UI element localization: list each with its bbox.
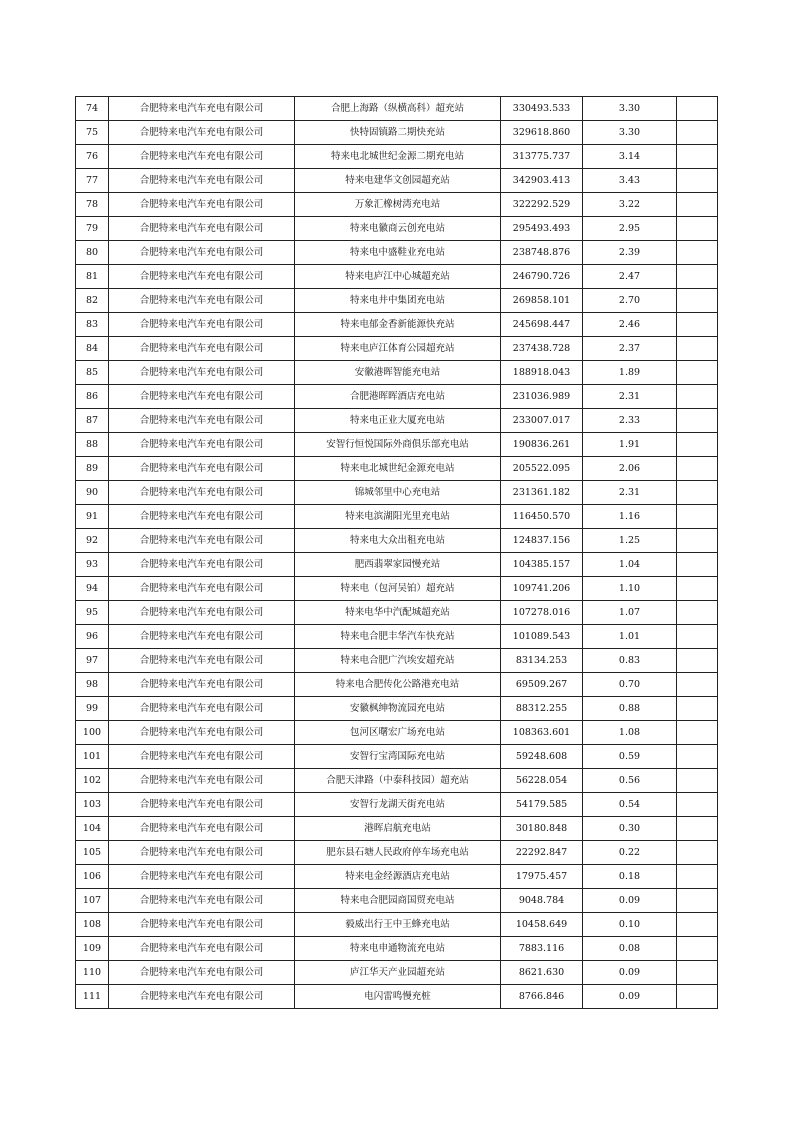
amount-cell: 245698.447: [501, 313, 583, 337]
note-cell: [677, 985, 718, 1009]
table-row: [76, 745, 718, 769]
company-name-cell: 合肥特来电汽车充电有限公司: [109, 121, 295, 145]
ratio-cell: 2.46: [583, 313, 677, 337]
row-index-cell: 91: [76, 505, 109, 529]
amount-cell: 231361.182: [501, 481, 583, 505]
amount-cell: 9048.784: [501, 889, 583, 913]
amount-cell: 107278.016: [501, 601, 583, 625]
company-name-cell: 合肥特来电汽车充电有限公司: [109, 361, 295, 385]
table-row: [76, 265, 718, 289]
amount-cell: 342903.413: [501, 169, 583, 193]
amount-cell: 116450.570: [501, 505, 583, 529]
table-row: [76, 361, 718, 385]
ratio-cell: 2.39: [583, 241, 677, 265]
station-name-cell: 安智行龙湖天街充电站: [295, 793, 501, 817]
amount-cell: 109741.206: [501, 577, 583, 601]
table-row: [76, 577, 718, 601]
company-name-cell: 合肥特来电汽车充电有限公司: [109, 697, 295, 721]
table-row: [76, 985, 718, 1009]
company-name-cell: 合肥特来电汽车充电有限公司: [109, 793, 295, 817]
company-name-cell: 合肥特来电汽车充电有限公司: [109, 721, 295, 745]
ratio-cell: 0.09: [583, 985, 677, 1009]
table-row: [76, 961, 718, 985]
ratio-cell: 1.08: [583, 721, 677, 745]
amount-cell: 190836.261: [501, 433, 583, 457]
row-index-cell: 82: [76, 289, 109, 313]
note-cell: [677, 433, 718, 457]
amount-cell: 330493.533: [501, 97, 583, 121]
station-name-cell: 特来电北城世纪金源充电站: [295, 457, 501, 481]
note-cell: [677, 505, 718, 529]
row-index-cell: 76: [76, 145, 109, 169]
amount-cell: 10458.649: [501, 913, 583, 937]
amount-cell: 83134.253: [501, 649, 583, 673]
row-index-cell: 83: [76, 313, 109, 337]
amount-cell: 30180.848: [501, 817, 583, 841]
company-name-cell: 合肥特来电汽车充电有限公司: [109, 337, 295, 361]
table-row: [76, 649, 718, 673]
amount-cell: 8766.846: [501, 985, 583, 1009]
company-name-cell: 合肥特来电汽车充电有限公司: [109, 217, 295, 241]
note-cell: [677, 265, 718, 289]
row-index-cell: 109: [76, 937, 109, 961]
station-name-cell: 包河区曙宏广场充电站: [295, 721, 501, 745]
row-index-cell: 98: [76, 673, 109, 697]
row-index-cell: 87: [76, 409, 109, 433]
row-index-cell: 94: [76, 577, 109, 601]
table-row: [76, 289, 718, 313]
station-name-cell: 特来电合肥丰华汽车快充站: [295, 625, 501, 649]
company-name-cell: 合肥特来电汽车充电有限公司: [109, 985, 295, 1009]
ratio-cell: 1.10: [583, 577, 677, 601]
table-body: [76, 97, 718, 1009]
table-row: [76, 385, 718, 409]
table-row: [76, 769, 718, 793]
ratio-cell: 0.22: [583, 841, 677, 865]
amount-cell: 313775.737: [501, 145, 583, 169]
station-name-cell: 庐江华天产业园超充站: [295, 961, 501, 985]
company-name-cell: 合肥特来电汽车充电有限公司: [109, 841, 295, 865]
company-name-cell: 合肥特来电汽车充电有限公司: [109, 961, 295, 985]
row-index-cell: 88: [76, 433, 109, 457]
note-cell: [677, 145, 718, 169]
note-cell: [677, 865, 718, 889]
row-index-cell: 100: [76, 721, 109, 745]
amount-cell: 8621.630: [501, 961, 583, 985]
company-name-cell: 合肥特来电汽车充电有限公司: [109, 409, 295, 433]
row-index-cell: 77: [76, 169, 109, 193]
row-index-cell: 86: [76, 385, 109, 409]
note-cell: [677, 361, 718, 385]
amount-cell: 237438.728: [501, 337, 583, 361]
row-index-cell: 84: [76, 337, 109, 361]
note-cell: [677, 577, 718, 601]
row-index-cell: 104: [76, 817, 109, 841]
company-name-cell: 合肥特来电汽车充电有限公司: [109, 529, 295, 553]
row-index-cell: 102: [76, 769, 109, 793]
row-index-cell: 79: [76, 217, 109, 241]
company-name-cell: 合肥特来电汽车充电有限公司: [109, 145, 295, 169]
company-name-cell: 合肥特来电汽车充电有限公司: [109, 937, 295, 961]
amount-cell: 59248.608: [501, 745, 583, 769]
table-row: [76, 889, 718, 913]
station-data-table: [75, 96, 718, 1009]
station-name-cell: 安徽枫绅物流园充电站: [295, 697, 501, 721]
station-name-cell: 肥东县石塘人民政府停车场充电站: [295, 841, 501, 865]
row-index-cell: 106: [76, 865, 109, 889]
ratio-cell: 0.59: [583, 745, 677, 769]
table-row: [76, 169, 718, 193]
amount-cell: 238748.876: [501, 241, 583, 265]
ratio-cell: 0.54: [583, 793, 677, 817]
ratio-cell: 0.56: [583, 769, 677, 793]
note-cell: [677, 913, 718, 937]
ratio-cell: 0.10: [583, 913, 677, 937]
table-row: [76, 817, 718, 841]
ratio-cell: 1.25: [583, 529, 677, 553]
note-cell: [677, 649, 718, 673]
station-name-cell: 合肥上海路（纵横高科）超充站: [295, 97, 501, 121]
station-name-cell: 特来电中盛鞋业充电站: [295, 241, 501, 265]
station-name-cell: 特来电郁金香新能源快充站: [295, 313, 501, 337]
row-index-cell: 75: [76, 121, 109, 145]
table-row: [76, 409, 718, 433]
row-index-cell: 103: [76, 793, 109, 817]
note-cell: [677, 169, 718, 193]
station-name-cell: 特来电井中集团充电站: [295, 289, 501, 313]
amount-cell: 233007.017: [501, 409, 583, 433]
ratio-cell: 2.31: [583, 385, 677, 409]
note-cell: [677, 721, 718, 745]
company-name-cell: 合肥特来电汽车充电有限公司: [109, 241, 295, 265]
note-cell: [677, 289, 718, 313]
row-index-cell: 99: [76, 697, 109, 721]
station-name-cell: 安徽港晖智能充电站: [295, 361, 501, 385]
note-cell: [677, 121, 718, 145]
note-cell: [677, 745, 718, 769]
station-name-cell: 港晖启航充电站: [295, 817, 501, 841]
amount-cell: 7883.116: [501, 937, 583, 961]
company-name-cell: 合肥特来电汽车充电有限公司: [109, 289, 295, 313]
row-index-cell: 90: [76, 481, 109, 505]
note-cell: [677, 313, 718, 337]
note-cell: [677, 217, 718, 241]
table-row: [76, 505, 718, 529]
row-index-cell: 96: [76, 625, 109, 649]
company-name-cell: 合肥特来电汽车充电有限公司: [109, 889, 295, 913]
table-row: [76, 433, 718, 457]
ratio-cell: 1.16: [583, 505, 677, 529]
table-row: [76, 97, 718, 121]
station-name-cell: 特来电华中汽配城超充站: [295, 601, 501, 625]
note-cell: [677, 409, 718, 433]
amount-cell: 322292.529: [501, 193, 583, 217]
ratio-cell: 1.91: [583, 433, 677, 457]
note-cell: [677, 841, 718, 865]
station-name-cell: 安智行恒悦国际外商俱乐部充电站: [295, 433, 501, 457]
station-name-cell: 特来电北城世纪金源二期充电站: [295, 145, 501, 169]
row-index-cell: 95: [76, 601, 109, 625]
ratio-cell: 0.88: [583, 697, 677, 721]
row-index-cell: 105: [76, 841, 109, 865]
note-cell: [677, 697, 718, 721]
station-name-cell: 特来电大众出租充电站: [295, 529, 501, 553]
station-name-cell: 毅威出行王中王蜂充电站: [295, 913, 501, 937]
station-name-cell: 特来电建华文创园超充站: [295, 169, 501, 193]
note-cell: [677, 961, 718, 985]
row-index-cell: 93: [76, 553, 109, 577]
table-row: [76, 721, 718, 745]
station-name-cell: 特来电庐江体育公园超充站: [295, 337, 501, 361]
ratio-cell: 0.08: [583, 937, 677, 961]
company-name-cell: 合肥特来电汽车充电有限公司: [109, 505, 295, 529]
station-name-cell: 特来电合肥传化公路港充电站: [295, 673, 501, 697]
row-index-cell: 85: [76, 361, 109, 385]
station-name-cell: 合肥港晖晖酒店充电站: [295, 385, 501, 409]
ratio-cell: 3.22: [583, 193, 677, 217]
row-index-cell: 74: [76, 97, 109, 121]
note-cell: [677, 817, 718, 841]
table-row: [76, 601, 718, 625]
company-name-cell: 合肥特来电汽车充电有限公司: [109, 577, 295, 601]
ratio-cell: 0.09: [583, 961, 677, 985]
row-index-cell: 97: [76, 649, 109, 673]
note-cell: [677, 553, 718, 577]
amount-cell: 231036.989: [501, 385, 583, 409]
row-index-cell: 80: [76, 241, 109, 265]
company-name-cell: 合肥特来电汽车充电有限公司: [109, 601, 295, 625]
ratio-cell: 0.83: [583, 649, 677, 673]
amount-cell: 88312.255: [501, 697, 583, 721]
table-row: [76, 865, 718, 889]
table-row: [76, 793, 718, 817]
company-name-cell: 合肥特来电汽车充电有限公司: [109, 169, 295, 193]
amount-cell: 101089.543: [501, 625, 583, 649]
ratio-cell: 0.09: [583, 889, 677, 913]
table-row: [76, 337, 718, 361]
note-cell: [677, 625, 718, 649]
amount-cell: 54179.585: [501, 793, 583, 817]
table-row: [76, 913, 718, 937]
row-index-cell: 111: [76, 985, 109, 1009]
ratio-cell: 3.30: [583, 121, 677, 145]
company-name-cell: 合肥特来电汽车充电有限公司: [109, 265, 295, 289]
station-name-cell: 万象汇橡树湾充电站: [295, 193, 501, 217]
ratio-cell: 0.30: [583, 817, 677, 841]
amount-cell: 17975.457: [501, 865, 583, 889]
table-row: [76, 841, 718, 865]
ratio-cell: 1.89: [583, 361, 677, 385]
row-index-cell: 110: [76, 961, 109, 985]
note-cell: [677, 889, 718, 913]
table-row: [76, 121, 718, 145]
ratio-cell: 1.07: [583, 601, 677, 625]
ratio-cell: 1.04: [583, 553, 677, 577]
note-cell: [677, 937, 718, 961]
ratio-cell: 2.47: [583, 265, 677, 289]
table-row: [76, 481, 718, 505]
table-row: [76, 457, 718, 481]
note-cell: [677, 481, 718, 505]
ratio-cell: 2.95: [583, 217, 677, 241]
table-row: [76, 241, 718, 265]
row-index-cell: 108: [76, 913, 109, 937]
note-cell: [677, 529, 718, 553]
company-name-cell: 合肥特来电汽车充电有限公司: [109, 193, 295, 217]
ratio-cell: 3.30: [583, 97, 677, 121]
station-name-cell: 锦城邻里中心充电站: [295, 481, 501, 505]
amount-cell: 329618.860: [501, 121, 583, 145]
company-name-cell: 合肥特来电汽车充电有限公司: [109, 673, 295, 697]
table-row: [76, 217, 718, 241]
amount-cell: 69509.267: [501, 673, 583, 697]
company-name-cell: 合肥特来电汽车充电有限公司: [109, 385, 295, 409]
row-index-cell: 81: [76, 265, 109, 289]
note-cell: [677, 241, 718, 265]
company-name-cell: 合肥特来电汽车充电有限公司: [109, 457, 295, 481]
company-name-cell: 合肥特来电汽车充电有限公司: [109, 865, 295, 889]
note-cell: [677, 769, 718, 793]
row-index-cell: 78: [76, 193, 109, 217]
station-name-cell: 特来电合肥广汽埃安超充站: [295, 649, 501, 673]
ratio-cell: 2.70: [583, 289, 677, 313]
amount-cell: 269858.101: [501, 289, 583, 313]
note-cell: [677, 673, 718, 697]
station-name-cell: 特来电滨湖阳光里充电站: [295, 505, 501, 529]
ratio-cell: 0.70: [583, 673, 677, 697]
company-name-cell: 合肥特来电汽车充电有限公司: [109, 625, 295, 649]
station-name-cell: 特来电（包河吴铂）超充站: [295, 577, 501, 601]
company-name-cell: 合肥特来电汽车充电有限公司: [109, 313, 295, 337]
company-name-cell: 合肥特来电汽车充电有限公司: [109, 913, 295, 937]
table-row: [76, 529, 718, 553]
table-row: [76, 193, 718, 217]
station-name-cell: 特来电金经源酒店充电站: [295, 865, 501, 889]
ratio-cell: 3.43: [583, 169, 677, 193]
station-name-cell: 特来电合肥园商国贸充电站: [295, 889, 501, 913]
station-name-cell: 肥西翡翠家园慢充站: [295, 553, 501, 577]
table-row: [76, 673, 718, 697]
ratio-cell: 2.37: [583, 337, 677, 361]
note-cell: [677, 457, 718, 481]
company-name-cell: 合肥特来电汽车充电有限公司: [109, 649, 295, 673]
note-cell: [677, 601, 718, 625]
amount-cell: 124837.156: [501, 529, 583, 553]
ratio-cell: 0.18: [583, 865, 677, 889]
station-name-cell: 合肥天津路（中泰科技园）超充站: [295, 769, 501, 793]
row-index-cell: 107: [76, 889, 109, 913]
row-index-cell: 89: [76, 457, 109, 481]
station-name-cell: 特来电正业大厦充电站: [295, 409, 501, 433]
ratio-cell: 2.33: [583, 409, 677, 433]
ratio-cell: 2.31: [583, 481, 677, 505]
amount-cell: 246790.726: [501, 265, 583, 289]
station-name-cell: 电闪雷鸣慢充桩: [295, 985, 501, 1009]
amount-cell: 205522.095: [501, 457, 583, 481]
company-name-cell: 合肥特来电汽车充电有限公司: [109, 433, 295, 457]
amount-cell: 108363.601: [501, 721, 583, 745]
company-name-cell: 合肥特来电汽车充电有限公司: [109, 769, 295, 793]
note-cell: [677, 337, 718, 361]
station-name-cell: 特来电庐江中心城超充站: [295, 265, 501, 289]
note-cell: [677, 97, 718, 121]
amount-cell: 188918.043: [501, 361, 583, 385]
company-name-cell: 合肥特来电汽车充电有限公司: [109, 745, 295, 769]
row-index-cell: 92: [76, 529, 109, 553]
table-row: [76, 553, 718, 577]
table-row: [76, 313, 718, 337]
station-name-cell: 特来电徽商云创充电站: [295, 217, 501, 241]
station-name-cell: 安智行宝湾国际充电站: [295, 745, 501, 769]
company-name-cell: 合肥特来电汽车充电有限公司: [109, 553, 295, 577]
amount-cell: 56228.054: [501, 769, 583, 793]
amount-cell: 22292.847: [501, 841, 583, 865]
station-name-cell: 快特固镇路二期快充站: [295, 121, 501, 145]
amount-cell: 295493.493: [501, 217, 583, 241]
table-row: [76, 937, 718, 961]
table-row: [76, 697, 718, 721]
table-row: [76, 145, 718, 169]
note-cell: [677, 385, 718, 409]
ratio-cell: 3.14: [583, 145, 677, 169]
note-cell: [677, 193, 718, 217]
note-cell: [677, 793, 718, 817]
table-row: [76, 625, 718, 649]
ratio-cell: 1.01: [583, 625, 677, 649]
amount-cell: 104385.157: [501, 553, 583, 577]
ratio-cell: 2.06: [583, 457, 677, 481]
company-name-cell: 合肥特来电汽车充电有限公司: [109, 97, 295, 121]
company-name-cell: 合肥特来电汽车充电有限公司: [109, 481, 295, 505]
row-index-cell: 101: [76, 745, 109, 769]
station-name-cell: 特来电申通物流充电站: [295, 937, 501, 961]
company-name-cell: 合肥特来电汽车充电有限公司: [109, 817, 295, 841]
